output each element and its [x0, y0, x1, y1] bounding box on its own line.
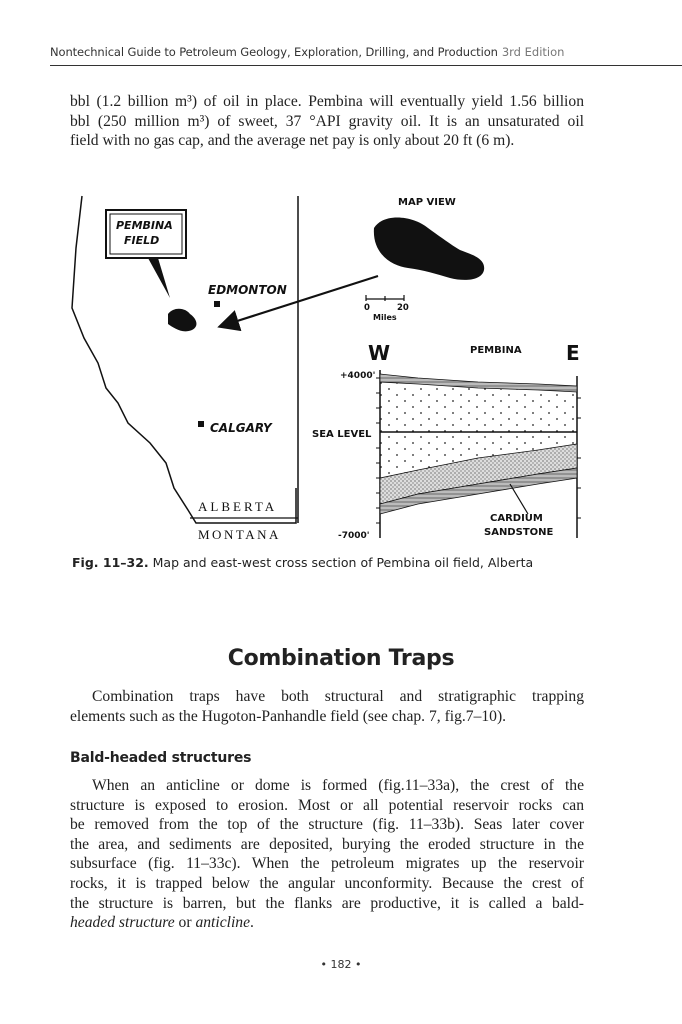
scale-unit: Miles [373, 313, 397, 322]
edmonton-label: EDMONTON [208, 283, 287, 297]
map-view-field-shape [374, 217, 484, 279]
intro-paragraph [70, 92, 584, 151]
field-label-2: FIELD [124, 234, 160, 247]
connector-text: or [174, 914, 196, 932]
pembina-figure [58, 188, 594, 548]
alberta-label: ALBERTA [198, 499, 278, 514]
calgary-marker [198, 421, 204, 427]
text-line: elements such as the Hugoton-Panhandle field (see chap. 7, fig.7–10). [70, 707, 507, 725]
book-title: Nontechnical Guide to Petroleum Geology, Exploration, Drilling, and Production [50, 45, 498, 59]
text-line: subsurface (fig. 11–33c). When the petroleum migrates up the reservoir [70, 855, 584, 873]
pembina-section-label: PEMBINA [470, 345, 522, 356]
running-header [50, 45, 682, 66]
edition-label: 3rd Edition [501, 45, 565, 59]
figure-number: Fig. 11–32. [72, 555, 149, 570]
cardium-label-1: CARDIUM [490, 513, 543, 524]
west-label: W [368, 341, 391, 365]
cardium-pointer [510, 484, 528, 514]
text-line: bbl (250 million m³) of sweet, 37 °API gravity oil. It is an unsaturated oil [70, 112, 584, 130]
east-label: E [566, 341, 580, 365]
text-line: rocks, it is trapped below the angular unconformity. Because the crest of [70, 874, 584, 892]
scale-end: 20 [397, 303, 409, 313]
italic-term-2: anticline [195, 914, 251, 932]
field-label-1: PEMBINA [116, 219, 173, 232]
bottom-elevation: -7000' [338, 531, 370, 541]
text-line: field with no gas cap, and the average net pay is only about 20 ft (6 m). [70, 132, 515, 150]
cardium-label-2: SANDSTONE [484, 527, 554, 538]
figure-caption [72, 555, 533, 570]
text-line: Combination traps have both structural and stratigraphic trapping [92, 688, 584, 705]
section-paragraph [70, 687, 584, 726]
text-line: bbl (1.2 billion m³) of oil in place. Pembina will eventually yield 1.56 billion [70, 93, 584, 110]
text-line: the structure is barren, but the flanks are productive, it is called a bald- [70, 894, 584, 912]
end-punctuation: . [250, 914, 254, 932]
text-line-final [70, 913, 584, 933]
top-elevation: +4000' [340, 371, 376, 381]
scale-start: 0 [364, 303, 370, 313]
text-line: the area, and sediments are deposited, burying the eroded structure in the [70, 835, 584, 853]
caption-text: Map and east-west cross section of Pembina oil field, Alberta [148, 555, 534, 570]
text-line: be removed from the top of the structure (fig. 11–33b). Seas later cover [70, 816, 584, 834]
body-paragraph [70, 776, 584, 933]
montana-label: MONTANA [198, 527, 281, 542]
sea-level-label: SEA LEVEL [312, 429, 372, 440]
field-blob-small [168, 309, 196, 332]
pembina-field-callout [106, 210, 186, 298]
italic-term-1: headed structure [70, 914, 175, 932]
text-line: structure is exposed to erosion. Most or all potential reservoir rocks can [70, 796, 584, 814]
edmonton-marker [214, 301, 220, 307]
section-title: Combination Traps [227, 646, 455, 671]
subheading: Bald-headed structures [70, 750, 252, 766]
map-view-title: MAP VIEW [398, 197, 456, 208]
text-line: When an anticline or dome is formed (fig.11–33a), the crest of the [92, 777, 584, 794]
calgary-label: CALGARY [210, 421, 272, 435]
page-number: • 182 • [320, 958, 362, 971]
